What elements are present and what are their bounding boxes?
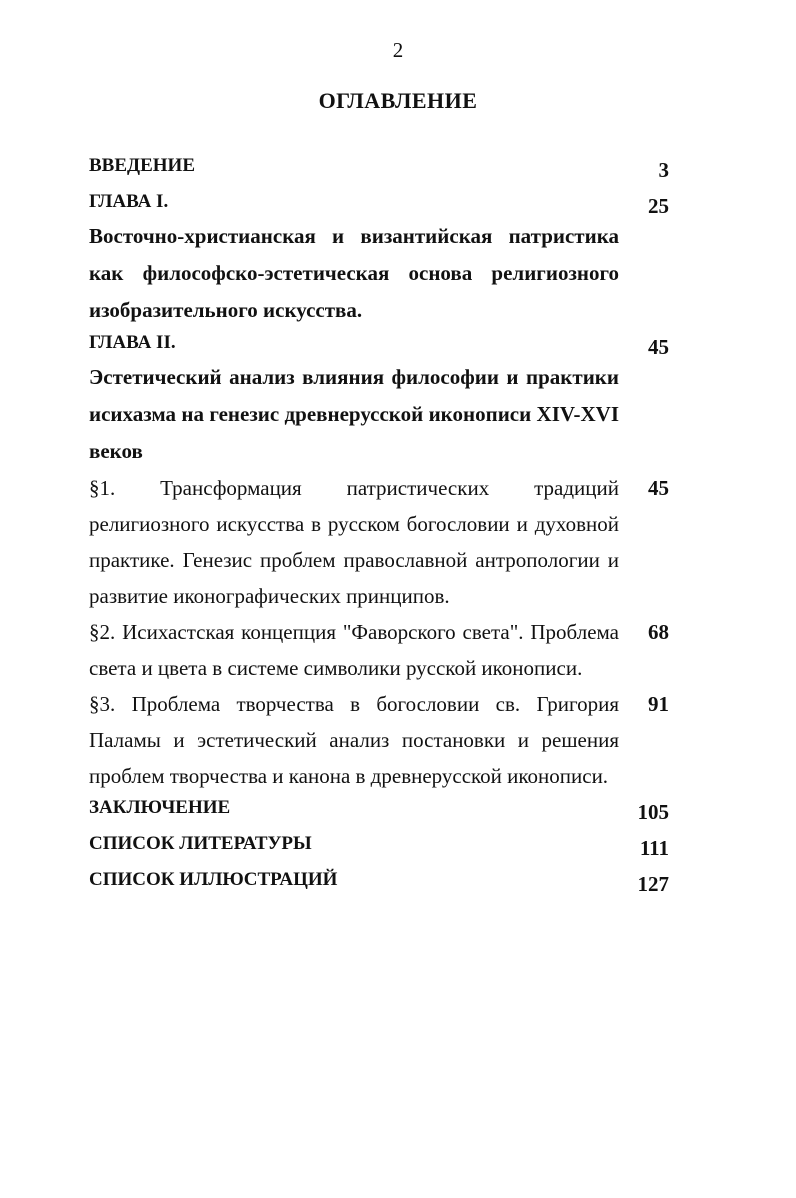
page-number: 2 [392,38,404,62]
toc-page-number: 105 [637,800,669,824]
toc-entry-label: ГЛАВА II. [89,332,176,353]
toc-section-2 [89,614,709,686]
toc-entry-bibliography [89,830,709,866]
toc-entry-illustrations [89,866,709,902]
toc-entry-intro [89,152,709,188]
toc-entry-label: ВВЕДЕНИЕ [89,155,195,176]
toc-entry-label: СПИСОК ЛИТЕРАТУРЫ [89,833,312,854]
toc-chapter-1-title-row [89,218,709,329]
toc-section-text: §2. Исихастская концепция "Фаворского света". Проблема света и цвета в системе символики русской иконописи. [89,620,619,680]
toc-page-number: 25 [648,194,669,218]
toc-section-text: §1. Трансформация патристических традиций религиозного искусства в русском богословии и духовной практике. Генезис проблем православной антропологии и развитие иконографических принципов. [89,476,619,608]
toc-section-text: §3. Проблема творчества в богословии св. Григория Паламы и эстетический анализ постановки и решения проблем творчества и канона в древнерусской иконописи. [89,692,619,788]
toc-entry-label: ГЛАВА I. [89,191,169,212]
toc-page-number: 91 [648,692,669,716]
toc-chapter-title: Восточно-христианская и византийская патристика как философско-эстетическая основа религиозного изобразительного искусства. [89,224,619,322]
toc-page-number: 3 [658,158,669,182]
table-of-contents [89,152,709,902]
toc-section-1 [89,470,709,614]
toc-chapter-title: Эстетический анализ влияния философии и практики исихазма на генезис древнерусской иконописи XIV-XVI веков [89,365,619,463]
page-title: ОГЛАВЛЕНИЕ [318,88,478,113]
toc-page-number: 111 [639,836,669,860]
toc-entry-label: СПИСОК ИЛЛЮСТРАЦИЙ [89,869,338,890]
toc-entry-label: ЗАКЛЮЧЕНИЕ [89,797,231,818]
toc-page-number: 127 [637,872,669,896]
toc-entry-conclusion [89,794,709,830]
toc-section-3 [89,686,709,794]
toc-page-number: 45 [648,335,669,359]
toc-page-number: 68 [648,620,669,644]
toc-page-number: 45 [648,476,669,500]
toc-chapter-2-title-row [89,359,709,470]
